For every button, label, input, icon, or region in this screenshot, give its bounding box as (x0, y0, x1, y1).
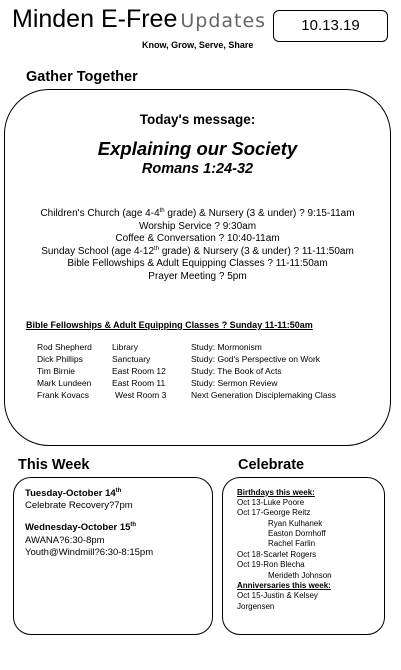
date-box: 10.13.19 (273, 10, 388, 42)
anniversary-entry: Jorgensen (237, 602, 275, 611)
class-study: Study: The Book of Acts (191, 366, 282, 376)
ordinal-sup: th (115, 488, 122, 494)
bible-fellowship-heading: Bible Fellowships & Adult Equipping Classes ? Sunday 11-11:50am (26, 320, 313, 330)
birthday-entry: Ryan Kulhanek (268, 519, 323, 528)
birthday-entry: Easton Dornhoff (268, 529, 326, 538)
class-leader: Dick Phillips (37, 354, 83, 364)
message-title: Explaining our Society (97, 138, 298, 159)
class-room: East Room 12 (112, 366, 166, 376)
tagline: Know, Grow, Serve, Share (142, 40, 254, 50)
anniversary-entry: Oct 15-Justin & Kelsey (237, 591, 318, 600)
anniversaries-heading: Anniversaries this week: (237, 581, 331, 590)
schedule-text: grade) & Nursery (3 & under) ? 11-11:50am (159, 245, 354, 257)
day-heading: Tuesday-October 14 (25, 488, 116, 499)
class-leader: Frank Kovacs (37, 390, 89, 400)
table-row (37, 377, 336, 389)
class-study: Study: God's Perspective on Work (191, 354, 321, 364)
message-label: Today's message: (139, 112, 256, 127)
day-heading: Wednesday-October 15 (25, 522, 131, 533)
week-event: Youth@Windmill?6:30-8:15pm (25, 547, 154, 558)
message-reference: Romans 1:24-32 (141, 161, 254, 177)
class-table (37, 341, 336, 401)
class-room: East Room 11 (112, 378, 166, 388)
week-event: AWANA?6:30-8pm (25, 535, 105, 546)
class-room: West Room 3 (115, 390, 167, 400)
week-day-2 (25, 522, 136, 534)
table-row (37, 389, 336, 401)
schedule-line: Coffee & Conversation ? 10:40-11am (115, 233, 280, 244)
title-text: Minden E-Free (12, 5, 178, 33)
birthday-entry: Oct 17-George Reitz (237, 508, 311, 517)
schedule-text: grade) & Nursery (3 & under) ? 9:15-11am (164, 208, 355, 219)
table-row (37, 365, 336, 377)
birthday-entry: Oct 13-Luke Poore (237, 498, 305, 507)
schedule-line: Bible Fellowships & Adult Equipping Classes ? 11-11:50am (67, 258, 328, 269)
celebrate-heading: Celebrate (238, 457, 305, 473)
schedule-line: Prayer Meeting ? 5pm (148, 270, 247, 282)
birthday-entry: Rachel Farlin (268, 539, 316, 548)
birthday-entry: Oct 18-Scarlet Rogers (237, 550, 317, 559)
ordinal-sup: th (159, 208, 165, 214)
week-event: Celebrate Recovery?7pm (25, 500, 133, 511)
table-row (37, 341, 336, 353)
class-leader: Rod Shepherd (37, 342, 92, 352)
schedule-line (4, 246, 391, 259)
updates-subtitle: Updates (180, 10, 267, 32)
class-leader: Tim Birnie (37, 366, 75, 376)
schedule-text: Children's Church (age 4-4 (40, 208, 160, 219)
class-room: Library (112, 342, 138, 352)
ordinal-sup: th (154, 245, 160, 252)
class-study: Next Generation Disciplemaking Class (191, 390, 337, 400)
schedule-text: Sunday School (age 4-12 (41, 245, 155, 257)
gather-heading: Gather Together (26, 69, 138, 85)
class-leader: Mark Lundeen (37, 378, 92, 388)
schedule-line (4, 208, 391, 221)
ordinal-sup: th (130, 522, 137, 528)
schedule-line: Worship Service ? 9:30am (138, 220, 257, 232)
class-room: Sanctuary (112, 354, 151, 364)
class-study: Study: Mormonism (191, 342, 262, 352)
week-day-1 (25, 488, 121, 500)
birthdays-heading: Birthdays this week: (237, 488, 315, 497)
schedule (4, 208, 391, 283)
birthday-entry: Oct 19-Ron Blecha (237, 560, 305, 569)
newsletter-title (12, 4, 266, 36)
table-row (37, 353, 336, 365)
this-week-heading: This Week (18, 457, 90, 473)
class-study: Study: Sermon Review (191, 378, 278, 388)
birthday-entry: Merideth Johnson (268, 571, 332, 580)
